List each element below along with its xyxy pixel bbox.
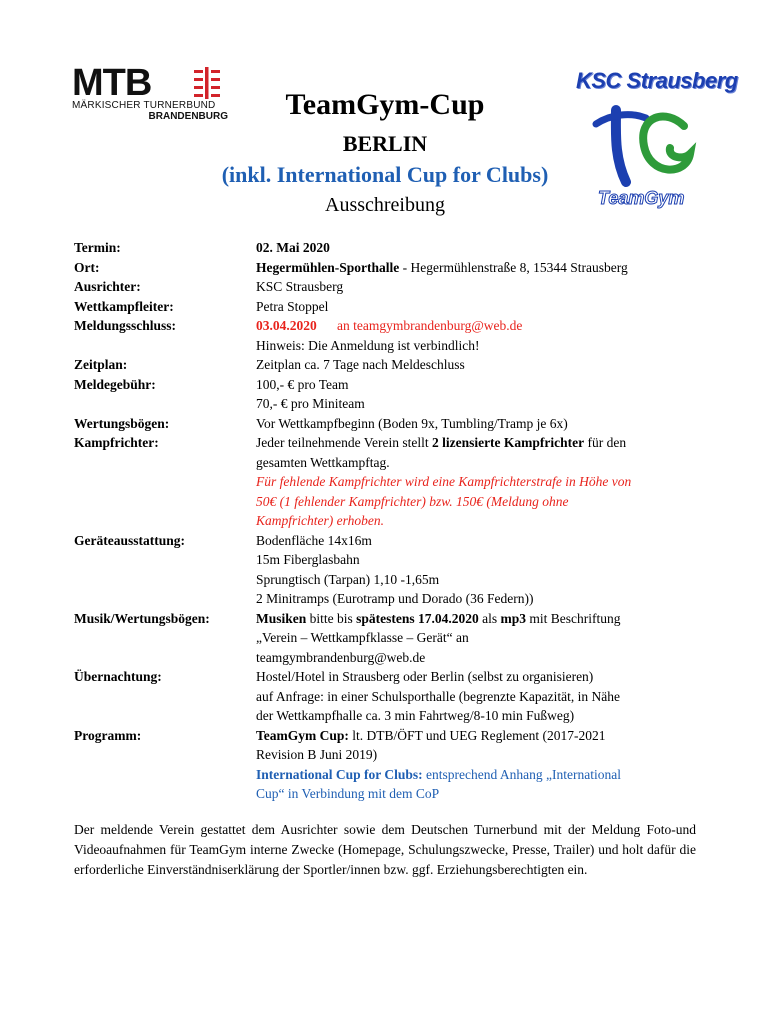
row-geraete xyxy=(74,531,694,609)
row-programm xyxy=(74,726,694,804)
row-wertungsboegen xyxy=(74,414,694,434)
equipment-item: Bodenfläche 14x16m xyxy=(256,532,372,548)
registration-email[interactable]: an teamgymbrandenburg@web.de xyxy=(337,318,523,333)
ksc-logo xyxy=(576,64,738,220)
value-wettkampfleiter: Petra Stoppel xyxy=(256,298,329,314)
uebernachtung-line3: der Wettkampfhalle ca. 3 min Fahrtweg/8-10 min Fußweg) xyxy=(256,708,575,723)
fee-miniteam: 70,- € pro Miniteam xyxy=(256,396,365,411)
venue-address: - Hegermühlenstraße 8, 15344 Strausberg xyxy=(399,259,628,275)
equipment-item: Sprungtisch (Tarpan) 1,10 -1,65m xyxy=(256,571,440,587)
musik-t3: mit Beschriftung xyxy=(526,610,621,626)
musik-deadline: spätestens 17.04.2020 xyxy=(356,610,479,626)
row-hinweis xyxy=(74,336,694,356)
penalty-line1: Für fehlende Kampfrichter wird eine Kampfrichterstrafe in Höhe von xyxy=(256,474,632,489)
musik-b1: Musiken xyxy=(256,610,307,626)
label-uebernachtung: Übernachtung: xyxy=(74,669,162,684)
teamgym-emblem-icon xyxy=(586,102,706,192)
uebernachtung-line2: auf Anfrage: in einer Schulsporthalle (begrenzte Kapazität, in Nähe xyxy=(256,688,620,704)
penalty-line3: Kampfrichter) erhoben. xyxy=(256,513,384,528)
musik-email[interactable]: teamgymbrandenburg@web.de xyxy=(256,649,426,665)
kampfrichter-text2: für den xyxy=(584,435,627,450)
row-meldegebuehr xyxy=(74,375,694,414)
label-wettkampfleiter: Wettkampfleiter: xyxy=(74,298,174,314)
row-kampfrichter xyxy=(74,433,694,531)
document-type: Ausschreibung xyxy=(325,194,445,216)
musik-line2: „Verein – Wettkampfklasse – Gerät“ an xyxy=(256,630,469,645)
kampfrichter-text1: Jeder teilnehmende Verein stellt xyxy=(256,435,432,450)
programm-line2: Revision B Juni 2019) xyxy=(256,747,378,762)
value-wertungsboegen: Vor Wettkampfbeginn (Boden 9x, Tumbling/Tramp je 6x) xyxy=(256,415,568,431)
row-termin xyxy=(74,238,694,258)
musik-t2: als xyxy=(478,610,501,626)
value-zeitplan: Zeitplan ca. 7 Tage nach Meldeschluss xyxy=(256,357,465,372)
fee-team: 100,- € pro Team xyxy=(256,376,349,392)
value-ausrichter: KSC Strausberg xyxy=(256,279,344,294)
info-table xyxy=(74,238,694,804)
ksc-club-name: KSC Strausberg xyxy=(576,68,738,93)
row-musik xyxy=(74,609,694,668)
musik-t1: bitte bis xyxy=(306,610,357,626)
binding-hint: Hinweis: Die Anmeldung ist verbindlich! xyxy=(256,337,480,353)
mtb-line2: BRANDENBURG xyxy=(148,111,228,122)
programm-t3: entsprechend Anhang „International xyxy=(422,766,621,782)
row-wettkampfleiter xyxy=(74,297,694,317)
programm-teamgym-label: TeamGym Cup: xyxy=(256,727,349,743)
mtb-wordmark: MTB xyxy=(72,62,152,104)
programm-international-label: International Cup for Clubs: xyxy=(256,766,423,782)
label-wertungsboegen: Wertungsbögen: xyxy=(74,415,170,431)
programm-t1: lt. DTB/ÖFT und UEG Reglement (2017-2021 xyxy=(348,727,606,743)
cup-subtitle: (inkl. International Cup for Clubs) xyxy=(221,162,549,187)
kampfrichter-count: 2 lizensierte Kampfrichter xyxy=(431,435,585,450)
label-ausrichter: Ausrichter: xyxy=(74,279,141,294)
ksc-teamgym-label: TeamGym xyxy=(598,188,685,208)
musik-format: mp3 xyxy=(500,610,527,626)
row-meldungsschluss xyxy=(74,316,694,336)
label-meldungsschluss: Meldungsschluss: xyxy=(74,318,177,333)
venue-name: Hegermühlen-Sporthalle xyxy=(256,259,400,275)
label-musik: Musik/Wertungsbögen: xyxy=(74,610,210,626)
row-uebernachtung xyxy=(74,667,694,726)
consent-paragraph: Der meldende Verein gestattet dem Ausrichter sowie dem Deutschen Turnerbund mit der Meldung Foto-und Videoaufnahmen für TeamGym interne Zwecke (Homepage, Schulungszwecke, Presse, Trailer) und holt dafür die erforderliche Einverständniserklärung der Sportler/innen bzw. ggf. Erziehungsberechtigten ein. xyxy=(74,822,696,877)
label-termin: Termin: xyxy=(74,240,121,255)
penalty-line2: 50€ (1 fehlender Kampfrichter) bzw. 150€ (Meldung ohne xyxy=(256,493,569,509)
page-title: TeamGym-Cup xyxy=(285,88,485,121)
kampfrichter-line2: gesamten Wettkampftag. xyxy=(256,454,390,470)
row-ausrichter xyxy=(74,277,694,297)
city-subtitle: BERLIN xyxy=(342,131,428,156)
equipment-item: 15m Fiberglasbahn xyxy=(256,552,360,567)
label-ort: Ort: xyxy=(74,259,100,275)
label-kampfrichter: Kampfrichter: xyxy=(74,435,159,450)
label-geraete: Geräteausstattung: xyxy=(74,532,185,548)
row-ort xyxy=(74,258,694,278)
value-termin: 02. Mai 2020 xyxy=(256,240,330,255)
equipment-item: 2 Minitramps (Eurotramp und Dorado (36 Federn)) xyxy=(256,591,534,606)
label-zeitplan: Zeitplan: xyxy=(74,357,128,372)
label-programm: Programm: xyxy=(74,727,142,743)
uebernachtung-line1: Hostel/Hotel in Strausberg oder Berlin (selbst zu organisieren) xyxy=(256,669,594,684)
programm-line4: Cup“ in Verbindung mit dem CoP xyxy=(256,786,440,801)
row-zeitplan xyxy=(74,355,694,375)
label-meldegebuehr: Meldegebühr: xyxy=(74,376,156,392)
mtb-line1: MÄRKISCHER TURNERBUND xyxy=(72,100,216,111)
deadline-date: 03.04.2020 xyxy=(256,318,317,333)
